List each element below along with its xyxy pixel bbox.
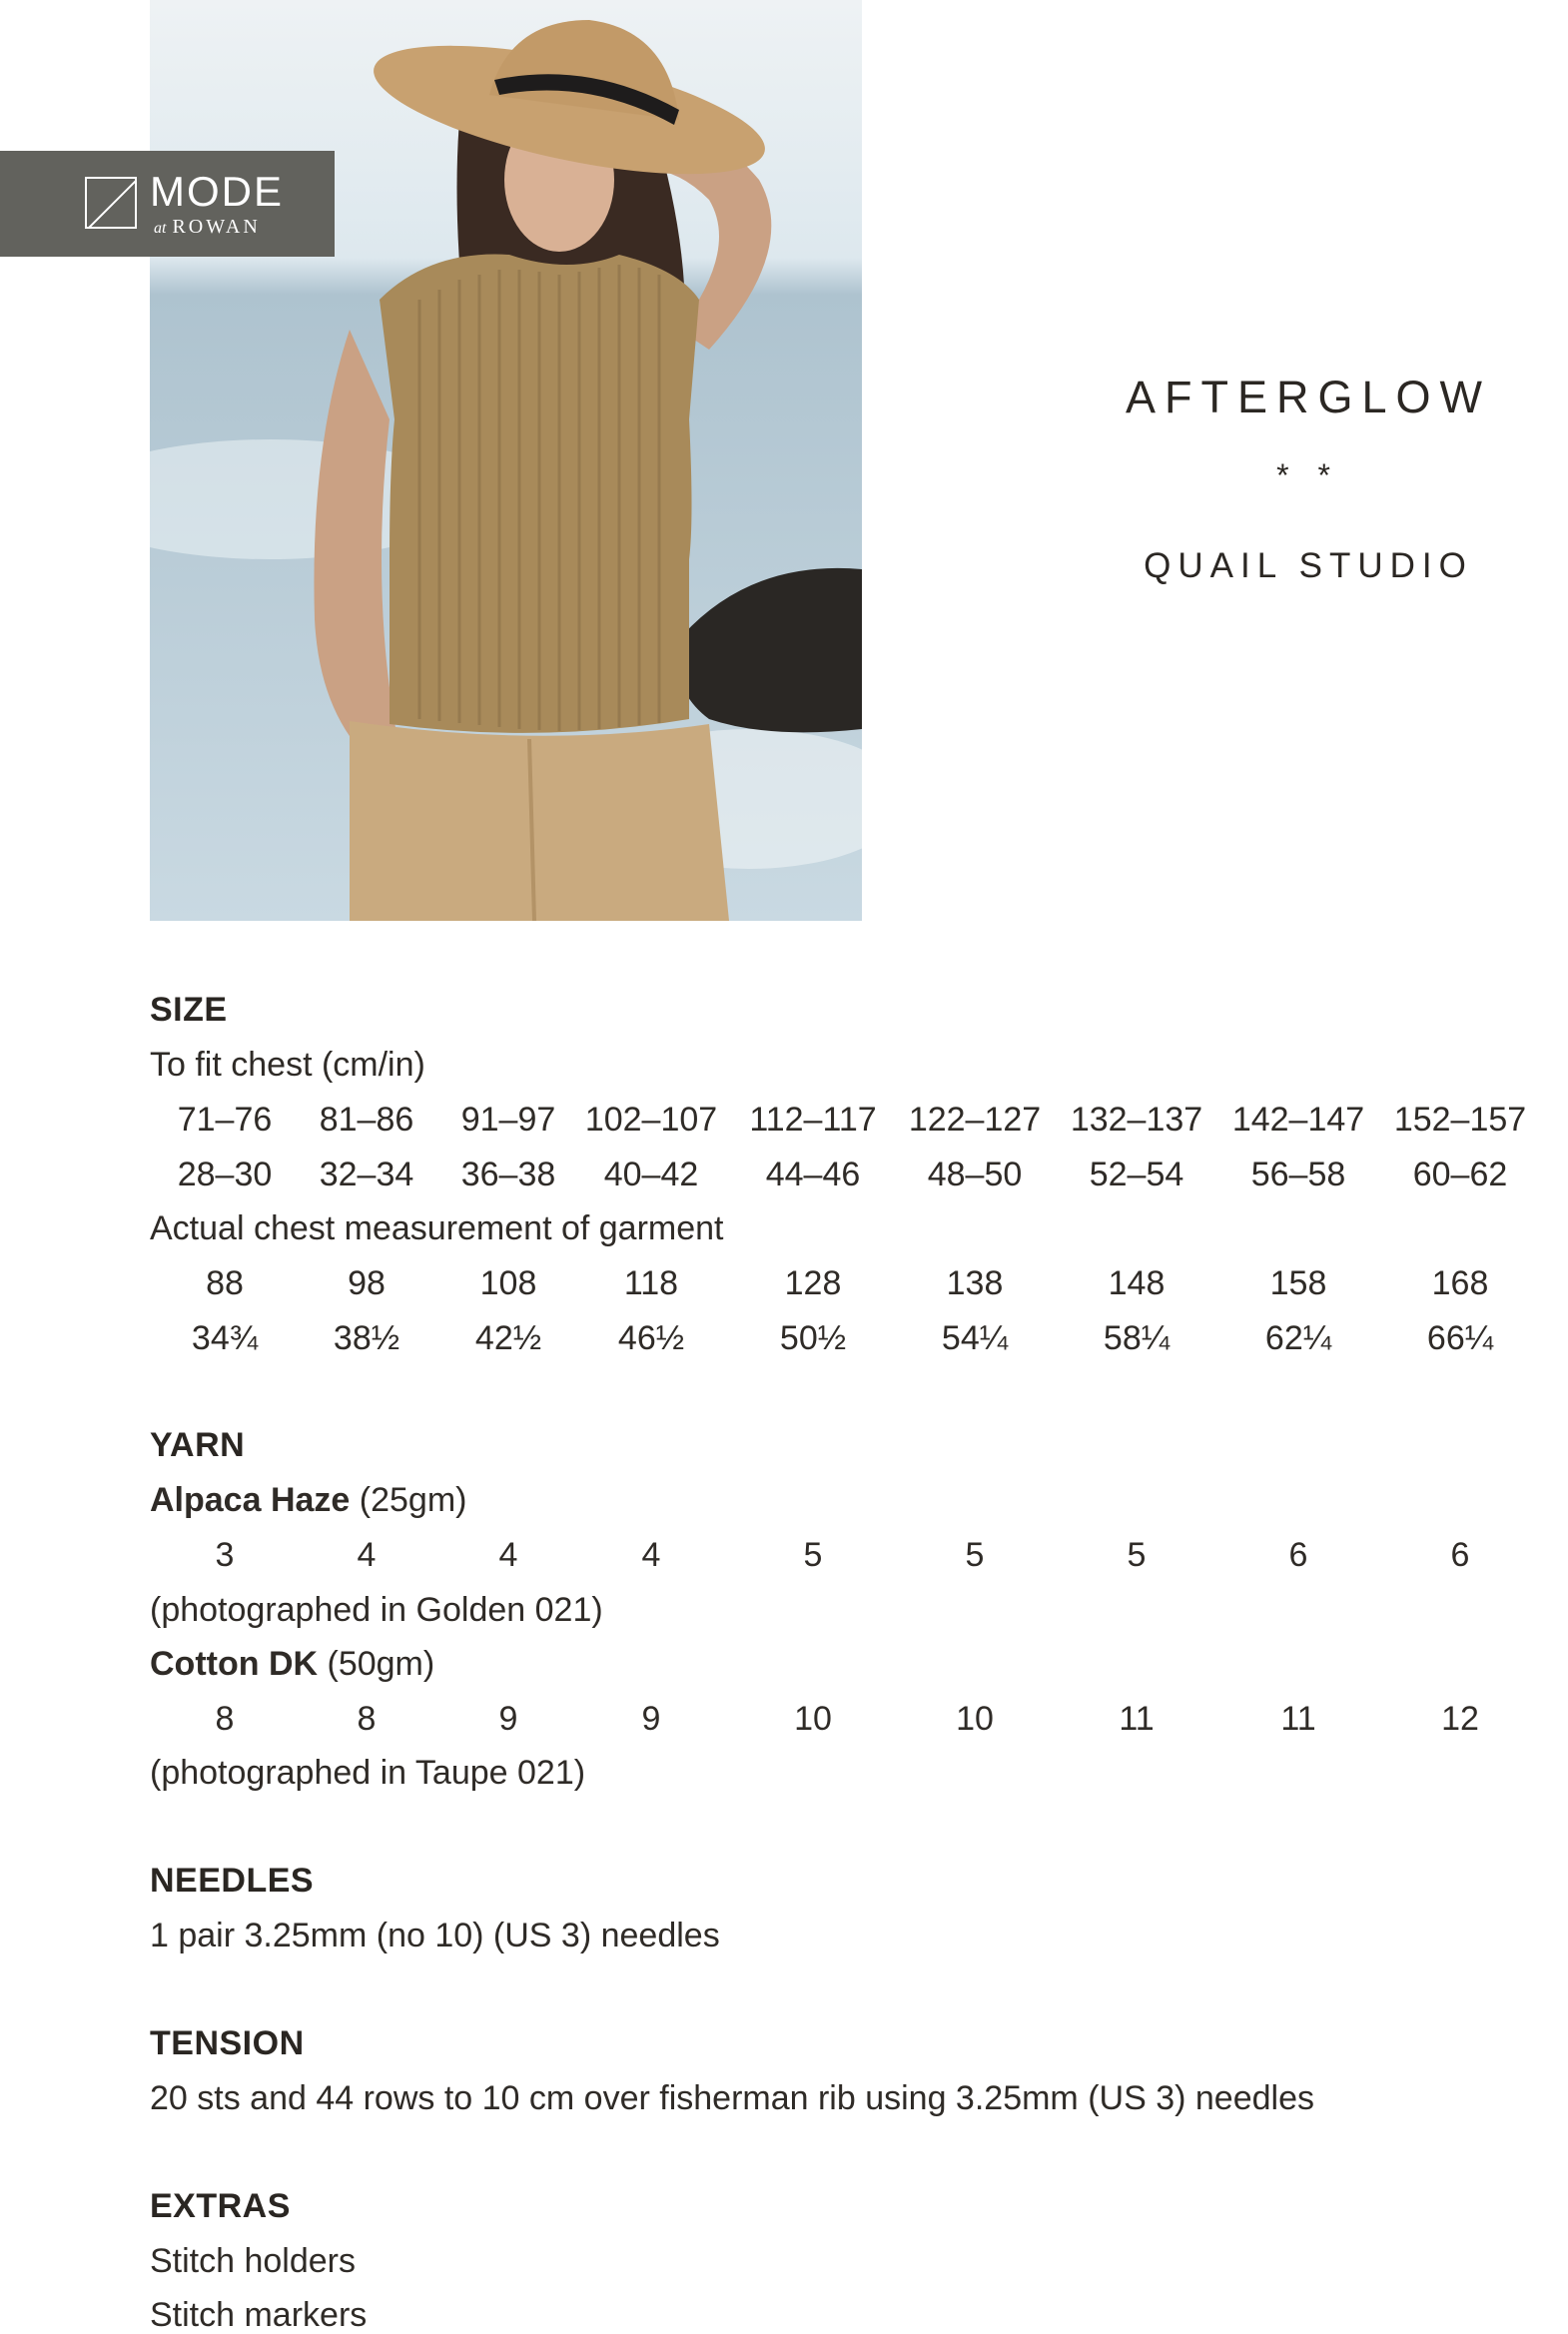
brand-name: MODE [150, 168, 284, 215]
size-column-value: 10 [794, 1700, 832, 1738]
yarn-1-note: (photographed in Golden 021) [150, 1591, 603, 1629]
size-column-value: 138 [946, 1264, 1004, 1302]
extras-item: Stitch holders [150, 2242, 356, 2280]
needles-heading: NEEDLES [150, 1862, 315, 1900]
fit-cm-row [0, 1103, 1568, 1143]
size-column-value: 42½ [474, 1319, 542, 1357]
actual-in-row [0, 1321, 1568, 1361]
brand-sub-prefix: at [154, 220, 167, 237]
size-column-value: 91–97 [460, 1101, 556, 1139]
size-column-value: 44–46 [765, 1156, 861, 1193]
size-column-value: 38½ [333, 1319, 400, 1357]
yarn-heading: YARN [150, 1426, 246, 1464]
size-column-value: 46½ [617, 1319, 685, 1357]
size-column-value: 54¼ [941, 1319, 1009, 1357]
logo-mark-icon [85, 177, 137, 229]
size-column-value: 8 [357, 1700, 377, 1738]
size-column-value: 4 [641, 1536, 661, 1574]
size-column-value: 71–76 [177, 1101, 273, 1139]
size-column-value: 56–58 [1250, 1156, 1346, 1193]
size-column-value: 132–137 [1070, 1101, 1203, 1139]
size-column-value: 32–34 [319, 1156, 414, 1193]
size-column-value: 112–117 [749, 1101, 877, 1139]
yarn-2-weight: (50gm) [318, 1645, 435, 1683]
extras-heading: EXTRAS [150, 2187, 291, 2225]
size-column-value: 5 [803, 1536, 823, 1574]
yarn-1-amounts-row [0, 1538, 1568, 1578]
brand-sub-name: ROWAN [172, 216, 261, 238]
yarn-2-name: Cotton DK [150, 1645, 319, 1683]
size-column-value: 34¾ [191, 1319, 259, 1357]
model-photo [150, 0, 862, 921]
yarn-2-amounts-row [0, 1702, 1568, 1742]
size-column-value: 102–107 [584, 1101, 718, 1139]
size-column-value: 5 [1127, 1536, 1147, 1574]
yarn-1-name: Alpaca Haze [150, 1481, 351, 1519]
size-column-value: 50½ [779, 1319, 847, 1357]
size-column-value: 118 [623, 1264, 679, 1302]
size-column-value: 108 [479, 1264, 537, 1302]
size-column-value: 6 [1450, 1536, 1470, 1574]
yarn-2-label [150, 1647, 434, 1681]
size-column-value: 40–42 [603, 1156, 699, 1193]
designer-name: QUAIL STUDIO [1144, 546, 1473, 585]
size-column-value: 168 [1431, 1264, 1489, 1302]
size-column-value: 6 [1288, 1536, 1308, 1574]
tension-heading: TENSION [150, 2024, 305, 2062]
size-column-value: 62¼ [1264, 1319, 1332, 1357]
size-column-value: 4 [498, 1536, 518, 1574]
brand-logo [0, 151, 335, 257]
yarn-1-label [150, 1483, 466, 1517]
size-column-value: 60–62 [1412, 1156, 1508, 1193]
size-column-value: 81–86 [319, 1101, 414, 1139]
actual-chest-label: Actual chest measurement of garment [150, 1209, 724, 1247]
fit-in-row [0, 1158, 1568, 1197]
size-column-value: 158 [1269, 1264, 1327, 1302]
size-column-value: 148 [1108, 1264, 1166, 1302]
size-column-value: 5 [965, 1536, 985, 1574]
size-column-value: 128 [784, 1264, 842, 1302]
size-column-value: 58¼ [1103, 1319, 1171, 1357]
size-column-value: 152–157 [1393, 1101, 1527, 1139]
actual-cm-row [0, 1266, 1568, 1306]
size-column-value: 36–38 [460, 1156, 556, 1193]
size-column-value: 4 [357, 1536, 377, 1574]
size-column-value: 9 [498, 1700, 518, 1738]
size-column-value: 142–147 [1231, 1101, 1365, 1139]
size-column-value: 12 [1441, 1700, 1479, 1738]
extras-item: Stitch markers [150, 2296, 368, 2334]
size-column-value: 11 [1119, 1700, 1155, 1738]
size-column-value: 11 [1280, 1700, 1316, 1738]
size-column-value: 66¼ [1426, 1319, 1494, 1357]
fit-chest-label: To fit chest (cm/in) [150, 1046, 425, 1084]
size-column-value: 98 [348, 1264, 386, 1302]
yarn-1-weight: (25gm) [350, 1481, 467, 1519]
size-column-value: 48–50 [927, 1156, 1023, 1193]
tension-text: 20 sts and 44 rows to 10 cm over fisherman rib using 3.25mm (US 3) needles [150, 2079, 1314, 2117]
size-column-value: 88 [206, 1264, 244, 1302]
size-column-value: 3 [215, 1536, 235, 1574]
needles-text: 1 pair 3.25mm (no 10) (US 3) needles [150, 1917, 720, 1954]
yarn-2-note: (photographed in Taupe 021) [150, 1754, 586, 1792]
size-column-value: 9 [641, 1700, 661, 1738]
brand-subline [154, 217, 261, 237]
size-column-value: 10 [956, 1700, 994, 1738]
pattern-title: AFTERGLOW [1125, 372, 1491, 422]
size-column-value: 52–54 [1089, 1156, 1184, 1193]
size-column-value: 122–127 [908, 1101, 1042, 1139]
size-column-value: 8 [215, 1700, 235, 1738]
size-heading: SIZE [150, 991, 228, 1029]
difficulty-rating: * * [1276, 457, 1340, 493]
size-column-value: 28–30 [177, 1156, 273, 1193]
